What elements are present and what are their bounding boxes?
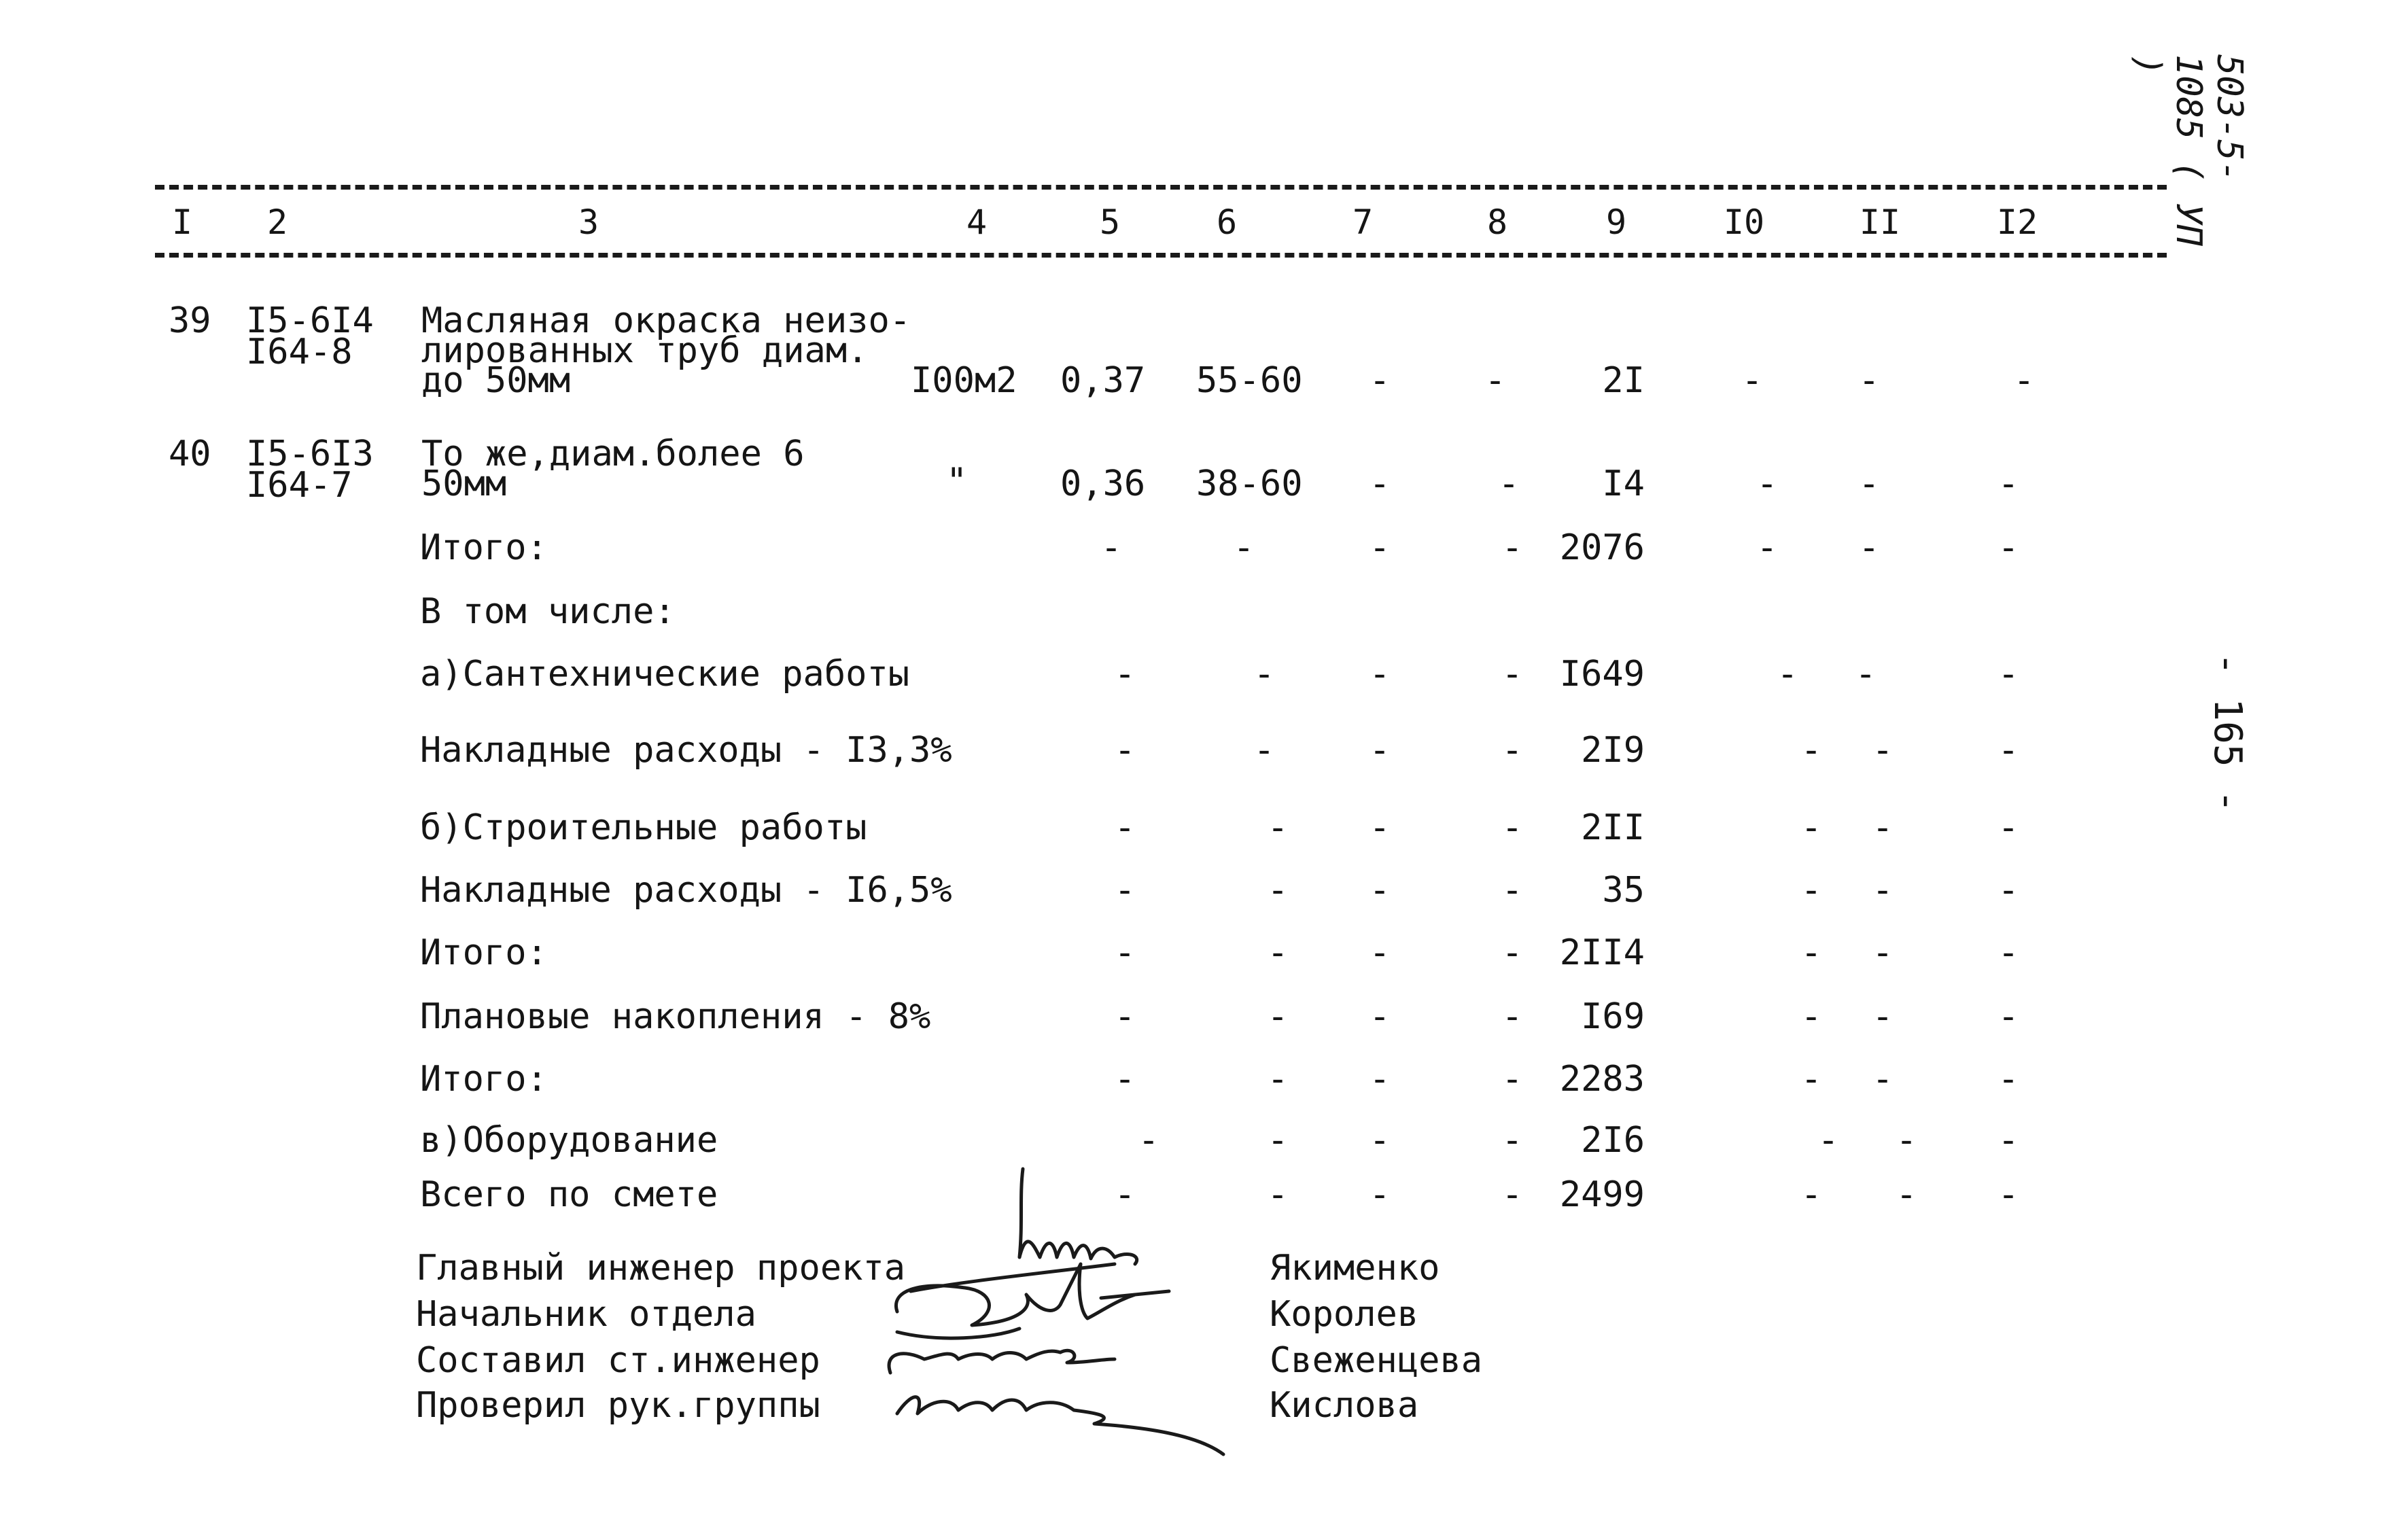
summary-cell: - [1872, 1059, 1894, 1100]
signature-role: Главный инженер проекта [416, 1248, 906, 1289]
summary-cell: - [1858, 527, 1880, 568]
row-description: лированных труб диам. [421, 330, 869, 371]
summary-cell: - [1369, 1174, 1391, 1215]
row-code: I5-6I3 [246, 434, 374, 474]
summary-label: в)Оборудование [420, 1120, 718, 1161]
summary-cell: - [1997, 1059, 2019, 1100]
summary-total: 2II4 [1559, 932, 1645, 973]
summary-cell: - [1997, 1120, 2019, 1161]
summary-label: Накладные расходы - I6,5% [420, 870, 952, 911]
col-header-12: I2 [1996, 203, 2038, 242]
summary-cell: - [1997, 527, 2019, 568]
col-header-5: 5 [1099, 203, 1121, 242]
summary-cell: - [1267, 807, 1289, 848]
summary-label: Накладные расходы - I3,3% [420, 730, 952, 771]
summary-label: б)Строительные работы [420, 807, 867, 848]
row-cell: - [1498, 463, 1520, 504]
summary-cell: - [1800, 932, 1822, 973]
summary-cell: - [1872, 996, 1894, 1037]
summary-cell: - [1114, 730, 1136, 771]
summary-cell: - [1501, 654, 1523, 695]
row-code: I5-6I4 [246, 300, 374, 341]
summary-cell: - [1138, 1120, 1159, 1161]
row-quantity: 0,37 [1060, 360, 1146, 401]
summary-total: 2499 [1559, 1174, 1645, 1215]
row-number: 39 [169, 300, 211, 341]
summary-cell: - [1872, 870, 1894, 911]
summary-cell: - [1114, 996, 1136, 1037]
summary-cell: - [1872, 932, 1894, 973]
summary-total: I69 [1581, 996, 1645, 1037]
summary-cell: - [1369, 932, 1391, 973]
summary-cell: - [1501, 996, 1523, 1037]
summary-cell: - [1501, 1174, 1523, 1215]
signature-name: Якименко [1270, 1248, 1440, 1289]
summary-cell: - [1267, 1120, 1289, 1161]
summary-label: Итого: [420, 527, 548, 568]
col-header-2: 2 [266, 203, 288, 242]
summary-cell: - [1817, 1120, 1839, 1161]
col-header-7: 7 [1352, 203, 1374, 242]
summary-cell: - [1501, 1120, 1523, 1161]
summary-label: Плановые накопления - 8% [420, 996, 931, 1037]
signature-name: Кислова [1270, 1385, 1419, 1426]
summary-cell: - [1997, 870, 2019, 911]
row-code: I64-8 [246, 332, 353, 372]
row-description: Масляная окраска неизо- [421, 300, 911, 341]
summary-cell: - [1855, 654, 1877, 695]
header-rule-top [155, 185, 2167, 190]
summary-cell: - [1896, 1174, 1917, 1215]
col-header-6: 6 [1216, 203, 1238, 242]
summary-cell: - [1369, 654, 1391, 695]
row-cell: - [1741, 360, 1763, 401]
row-total: 2I [1602, 360, 1645, 401]
document-code: 503-5-1085 ( УП ) [2127, 54, 2250, 246]
summary-label: Итого: [420, 1059, 548, 1100]
summary-cell: - [1501, 870, 1523, 911]
summary-cell: - [1501, 932, 1523, 973]
summary-total: 2076 [1559, 527, 1645, 568]
summary-cell: - [1114, 654, 1136, 695]
summary-cell: - [1800, 1059, 1822, 1100]
col-header-11: II [1859, 203, 1901, 242]
summary-cell: - [1756, 527, 1778, 568]
col-header-4: 4 [966, 203, 988, 242]
col-header-1: I [171, 203, 193, 242]
summary-cell: - [1369, 996, 1391, 1037]
summary-cell: - [1501, 730, 1523, 771]
row-unit: I00м2 [911, 360, 1017, 401]
summary-cell: - [1233, 527, 1255, 568]
summary-total: 2I6 [1581, 1120, 1645, 1161]
row-description: 50мм [421, 463, 507, 504]
row-quantity: 0,36 [1060, 463, 1146, 504]
row-description: до 50мм [421, 360, 571, 401]
row-cell: - [1484, 360, 1506, 401]
row-price: 38-60 [1196, 463, 1303, 504]
summary-cell: - [1369, 730, 1391, 771]
summary-total: 2II [1581, 807, 1645, 848]
summary-cell: - [1114, 1174, 1136, 1215]
row-description: То же,диам.более 6 [421, 434, 805, 474]
row-cell: - [2013, 360, 2035, 401]
summary-cell: - [1997, 807, 2019, 848]
row-unit-ditto: " [946, 461, 968, 502]
summary-cell: - [1267, 1174, 1289, 1215]
signature-name: Свеженцева [1270, 1340, 1483, 1381]
row-cell: - [1858, 360, 1880, 401]
signature-role: Начальник отдела [416, 1294, 756, 1335]
summary-total: 2I9 [1581, 730, 1645, 771]
summary-cell: - [1800, 1174, 1822, 1215]
row-total: I4 [1602, 463, 1645, 504]
summary-cell: - [1369, 1120, 1391, 1161]
summary-cell: - [1997, 932, 2019, 973]
summary-cell: - [1800, 730, 1822, 771]
signature-name: Королев [1270, 1294, 1419, 1335]
summary-cell: - [1800, 996, 1822, 1037]
summary-cell: - [1253, 730, 1275, 771]
summary-label: Итого: [420, 932, 548, 973]
summary-cell: - [1800, 807, 1822, 848]
summary-cell: - [1997, 730, 2019, 771]
summary-cell: - [1114, 932, 1136, 973]
row-code: I64-7 [246, 465, 353, 506]
row-cell: - [1369, 463, 1391, 504]
summary-cell: - [1267, 996, 1289, 1037]
summary-label: В том числе: [420, 591, 676, 632]
summary-cell: - [1896, 1120, 1917, 1161]
summary-label: Всего по смете [420, 1174, 718, 1215]
summary-total: 35 [1602, 870, 1645, 911]
col-header-9: 9 [1605, 203, 1627, 242]
summary-cell: - [1114, 807, 1136, 848]
summary-cell: - [1267, 932, 1289, 973]
row-cell: - [1858, 463, 1880, 504]
summary-cell: - [1369, 870, 1391, 911]
summary-cell: - [1114, 870, 1136, 911]
summary-cell: - [1369, 527, 1391, 568]
summary-cell: - [1997, 996, 2019, 1037]
summary-cell: - [1253, 654, 1275, 695]
summary-cell: - [1501, 807, 1523, 848]
summary-cell: - [1800, 870, 1822, 911]
signature-role: Составил ст.инженер [416, 1340, 820, 1381]
row-cell: - [1997, 463, 2019, 504]
col-header-3: 3 [578, 203, 599, 242]
summary-cell: - [1872, 730, 1894, 771]
row-cell: - [1369, 360, 1391, 401]
summary-cell: - [1777, 654, 1798, 695]
summary-label: а)Сантехнические работы [420, 654, 910, 695]
summary-cell: - [1114, 1059, 1136, 1100]
summary-cell: - [1100, 527, 1122, 568]
row-price: 55-60 [1196, 360, 1303, 401]
page-number: - 165 - [2205, 652, 2250, 813]
summary-cell: - [1997, 1174, 2019, 1215]
summary-cell: - [1872, 807, 1894, 848]
handwritten-signatures [816, 1155, 1291, 1461]
signature-role: Проверил рук.группы [416, 1385, 820, 1426]
summary-cell: - [1501, 1059, 1523, 1100]
col-header-8: 8 [1486, 203, 1508, 242]
summary-total: 2283 [1559, 1059, 1645, 1100]
summary-cell: - [1369, 1059, 1391, 1100]
summary-cell: - [1267, 1059, 1289, 1100]
summary-cell: - [1997, 654, 2019, 695]
row-cell: - [1756, 463, 1778, 504]
summary-cell: - [1369, 807, 1391, 848]
col-header-10: I0 [1723, 203, 1765, 242]
header-rule-bottom [155, 253, 2167, 258]
summary-cell: - [1501, 527, 1523, 568]
summary-cell: - [1267, 870, 1289, 911]
row-number: 40 [169, 434, 211, 474]
summary-total: I649 [1559, 654, 1645, 695]
